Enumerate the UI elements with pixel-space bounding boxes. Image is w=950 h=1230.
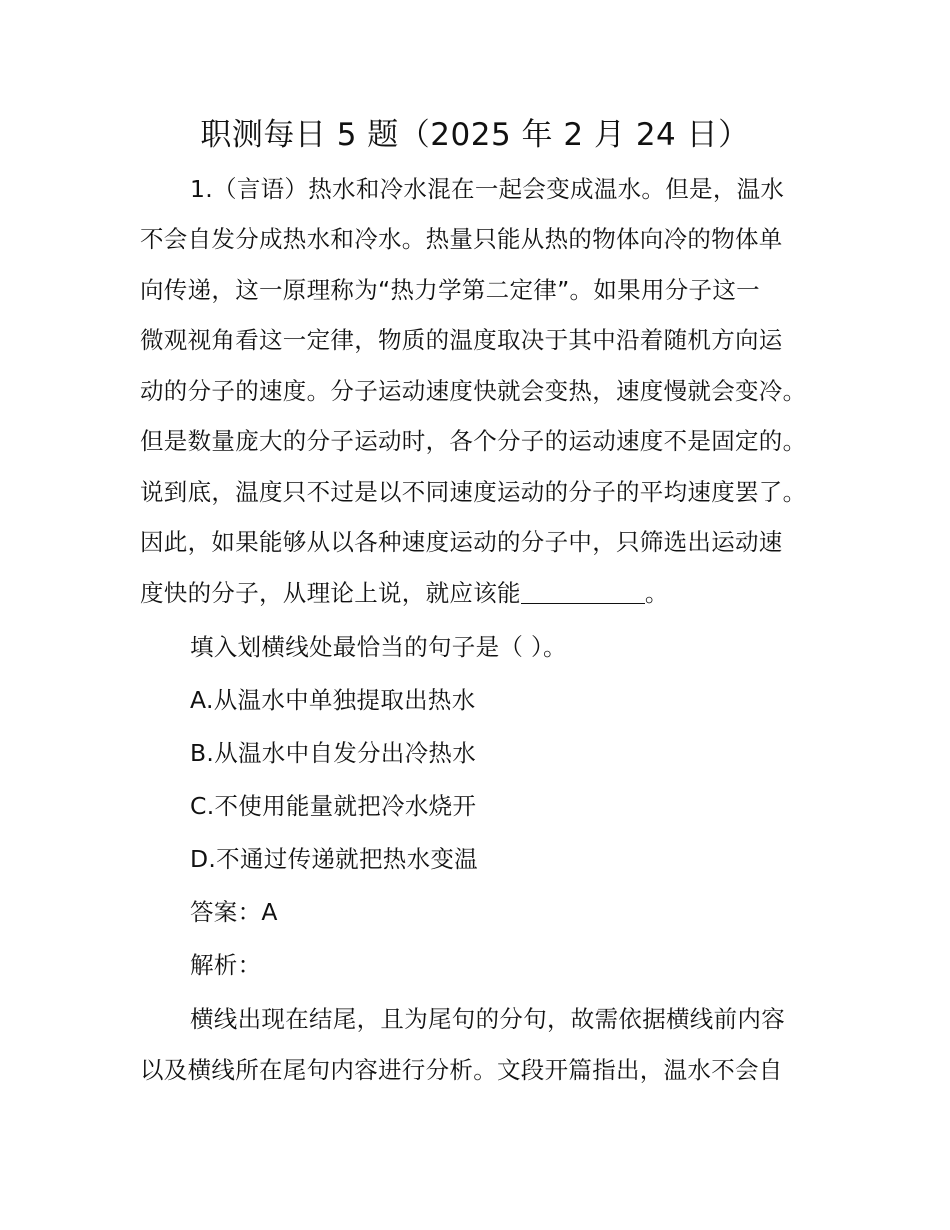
question-line: 1.（言语）热水和冷水混在一起会变成温水。但是，温水 <box>190 175 785 203</box>
analysis-line: 以及横线所在尾句内容进行分析。文段开篇指出，温水不会自 <box>140 1056 783 1084</box>
question-line: 不会自发分成热水和冷水。热量只能从热的物体向冷的物体单 <box>140 225 783 253</box>
question-prompt: 填入划横线处最恰当的句子是（ ）。 <box>190 633 567 661</box>
option-c: C.不使用能量就把冷水烧开 <box>190 792 477 820</box>
fill-in-blank <box>521 581 645 604</box>
analysis-line: 横线出现在结尾，且为尾句的分句，故需依据横线前内容 <box>190 1005 785 1033</box>
analysis-label: 解析： <box>190 951 262 979</box>
question-line: 说到底，温度只不过是以不同速度运动的分子的平均速度罢了。 <box>140 478 807 506</box>
question-line: 但是数量庞大的分子运动时，各个分子的运动速度不是固定的。 <box>140 427 807 455</box>
question-line: 因此，如果能够从以各种速度运动的分子中，只筛选出运动速 <box>140 528 783 556</box>
blank-suffix: 。 <box>644 579 669 607</box>
answer: 答案：A <box>190 898 278 926</box>
option-b: B.从温水中自发分出冷热水 <box>190 739 476 767</box>
question-text: 度快的分子，从理论上说，就应该能 <box>140 579 521 607</box>
question-line-last <box>140 576 669 610</box>
question-line: 向传递，这一原理称为“热力学第二定律”。如果用分子这一 <box>140 276 760 304</box>
page-title: 职测每日 5 题（2025 年 2 月 24 日） <box>200 117 750 153</box>
option-d: D.不通过传递就把热水变温 <box>190 845 478 873</box>
question-line: 微观视角看这一定律，物质的温度取决于其中沿着随机方向运 <box>140 326 783 354</box>
option-a: A.从温水中单独提取出热水 <box>190 686 476 714</box>
question-line: 动的分子的速度。分子运动速度快就会变热，速度慢就会变冷。 <box>140 377 807 405</box>
